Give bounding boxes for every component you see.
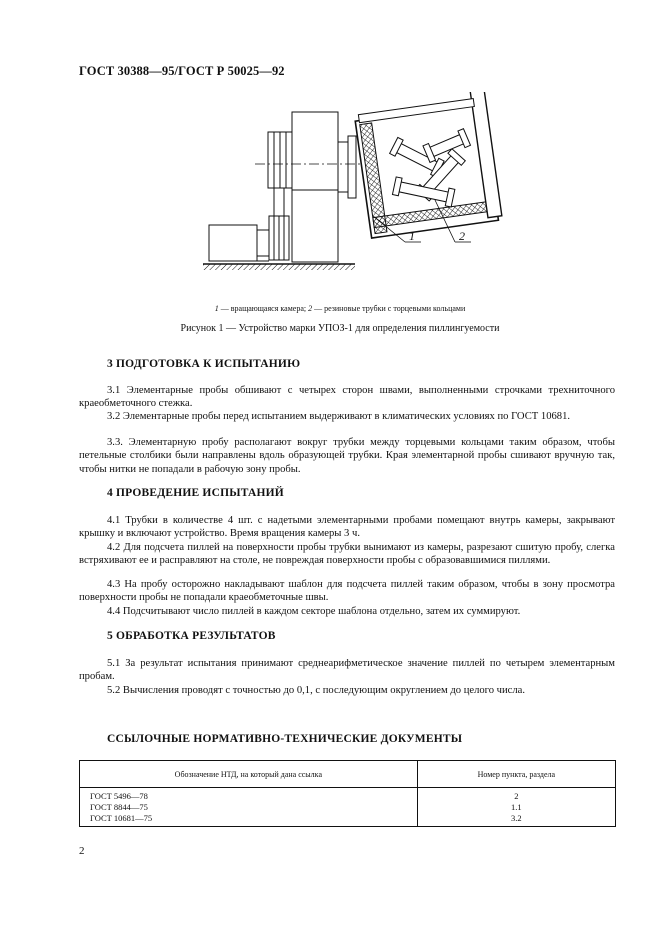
figure-caption: Рисунок 1 — Устройство марки УПОЗ-1 для определения пиллингуемости bbox=[180, 323, 500, 334]
page-number: 2 bbox=[79, 845, 85, 857]
doc-cell: ГОСТ 10681—75 bbox=[80, 813, 418, 827]
references-title: ССЫЛОЧНЫЕ НОРМАТИВНО-ТЕХНИЧЕСКИЕ ДОКУМЕНТЫ bbox=[107, 733, 463, 745]
figure-legend: 1 — вращающаяся камера; 2 — резиновые трубки с торцевыми кольцами bbox=[214, 304, 466, 313]
paragraph-5-1: 5.1 За результат испытания принимают среднеарифметическое значение пиллей по четырем элементарным пробам. bbox=[79, 658, 615, 683]
clause-cell: 1.1 bbox=[417, 802, 615, 813]
paragraph-3-2: 3.2 Элементарные пробы перед испытанием выдерживают в климатических условиях по ГОСТ 10681. bbox=[107, 411, 571, 422]
callout-1: 1 bbox=[409, 229, 415, 243]
table-row bbox=[80, 788, 616, 803]
section-4-heading: 4 ПРОВЕДЕНИЕ ИСПЫТАНИЙ bbox=[107, 487, 284, 499]
table-row bbox=[80, 813, 616, 827]
references-table bbox=[79, 760, 616, 827]
paragraph-4-3: 4.3 На пробу осторожно накладывают шаблон для подсчета пиллей таким образом, чтобы в зону просмотра поверхности пробы не попадали краеобметочные швы. bbox=[79, 579, 615, 604]
section-3-heading: 3 ПОДГОТОВКА К ИСПЫТАНИЮ bbox=[107, 358, 301, 370]
doc-cell: ГОСТ 8844—75 bbox=[80, 802, 418, 813]
paragraph-5-2: 5.2 Вычисления проводят с точностью до 0,1, с последующим округлением до целого числа. bbox=[107, 685, 526, 696]
running-header: ГОСТ 30388—95/ГОСТ Р 50025—92 bbox=[79, 64, 285, 78]
paragraph-4-2: 4.2 Для подсчета пиллей на поверхности пробы трубки вынимают из камеры, разрезают сшитую пробу, слегка встряхивают ее и расправляют на столе, не повреждая поверхности пробы с образовавшимися пиллями. bbox=[79, 542, 615, 567]
paragraph-3-3: 3.3. Элементарную пробу располагают вокруг трубки между торцевыми кольцами таким образом, чтобы петельные столбики были направлены вдоль образующей трубки. Края элементарной пробы сшивают вручную так, чтобы нитки не попадали в рабочую зону пробы. bbox=[79, 437, 615, 475]
callout-2: 2 bbox=[459, 229, 465, 243]
paragraph-4-1: 4.1 Трубки в количестве 4 шт. с надетыми элементарными пробами помещают внутрь камеры, закрывают крышку и включают устройство. Время вращения камеры 3 ч. bbox=[79, 515, 615, 540]
device-figure bbox=[195, 92, 505, 282]
column-header-clause: Номер пункта, раздела bbox=[417, 761, 615, 788]
column-header-document: Обозначение НТД, на который дана ссылка bbox=[80, 761, 418, 788]
clause-cell: 3.2 bbox=[417, 813, 615, 827]
table-row bbox=[80, 802, 616, 813]
paragraph-3-1: 3.1 Элементарные пробы обшивают с четырех сторон швами, выполненными строчками трехниточного краеобметочного стежка. bbox=[79, 385, 615, 410]
section-5-heading: 5 ОБРАБОТКА РЕЗУЛЬТАТОВ bbox=[107, 630, 276, 642]
doc-cell: ГОСТ 5496—78 bbox=[80, 788, 418, 803]
paragraph-4-4: 4.4 Подсчитывают число пиллей в каждом секторе шаблона отдельно, затем их суммируют. bbox=[107, 606, 521, 617]
clause-cell: 2 bbox=[417, 788, 615, 803]
